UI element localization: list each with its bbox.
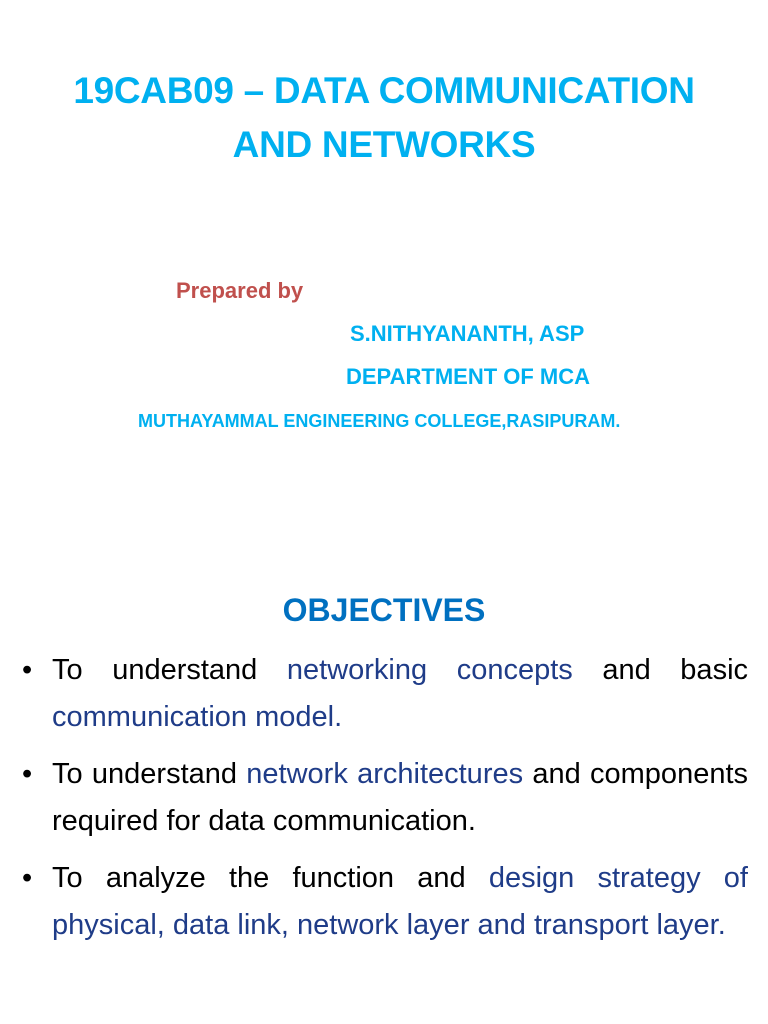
objective-item-1 bbox=[22, 647, 748, 741]
objective-2-text-2: and components required for data communication. bbox=[52, 758, 749, 837]
author-department: DEPARTMENT OF MCA bbox=[346, 364, 591, 389]
objective-1-text-2: and basic bbox=[572, 654, 749, 686]
author-college: MUTHAYAMMAL ENGINEERING COLLEGE,RASIPURAM. bbox=[138, 411, 621, 431]
objectives-slide bbox=[0, 560, 768, 1024]
author-name: S.NITHYANANTH, ASP bbox=[350, 321, 585, 346]
title-line-2: AND NETWORKS bbox=[232, 124, 536, 165]
objective-1-highlight-2: communication model. bbox=[52, 701, 343, 733]
objective-item-2 bbox=[22, 751, 748, 845]
slide-title bbox=[0, 64, 768, 172]
prepared-by-label: Prepared by bbox=[176, 278, 304, 303]
objectives-list bbox=[22, 647, 748, 959]
objective-1-text: To understand bbox=[52, 654, 287, 686]
objective-3-text: To analyze the function and bbox=[52, 862, 489, 894]
objective-item-3 bbox=[22, 855, 748, 949]
title-line-1: 19CAB09 – DATA COMMUNICATION bbox=[73, 70, 695, 111]
bullet-icon: • bbox=[22, 758, 33, 790]
objective-2-highlight-1: network architectures bbox=[246, 758, 524, 790]
objective-2-text: To understand bbox=[52, 758, 247, 790]
objective-3-highlight-1: design strategy of physical, data link, network layer and transport layer. bbox=[52, 862, 748, 941]
bullet-icon: • bbox=[22, 654, 33, 686]
objective-1-highlight-1: networking concepts bbox=[286, 654, 573, 686]
bullet-icon: • bbox=[22, 862, 33, 894]
objectives-heading: OBJECTIVES bbox=[282, 592, 486, 628]
